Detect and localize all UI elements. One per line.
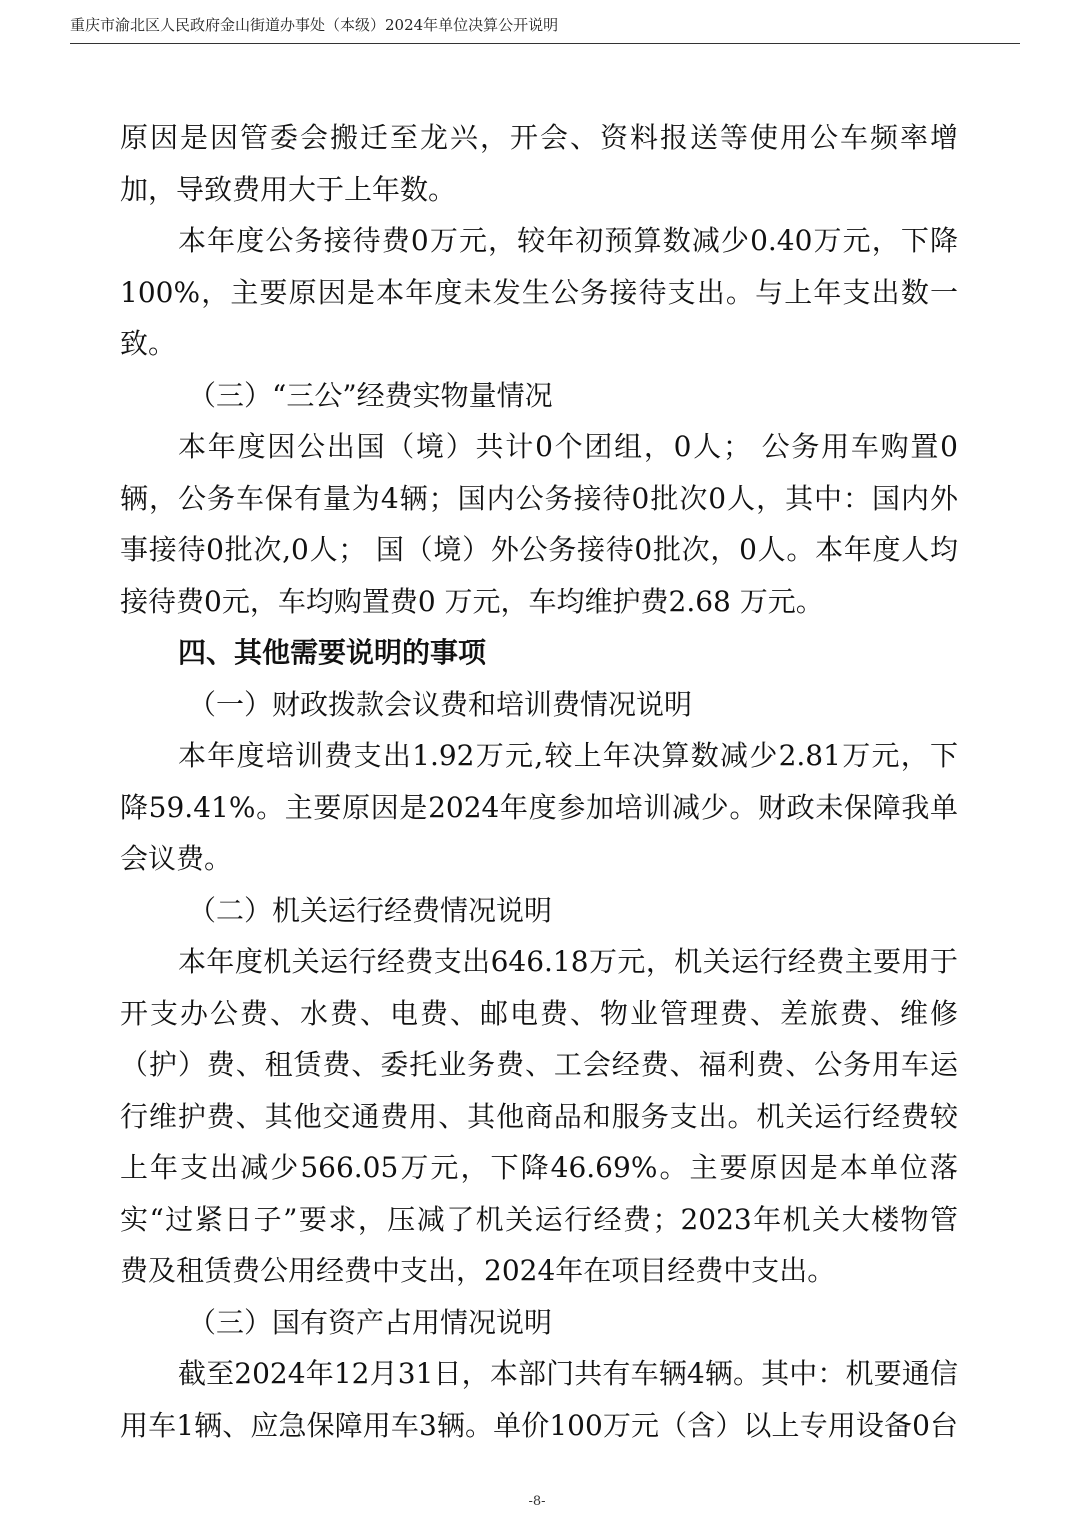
section-heading-3: （二）机关运行经费情况说明 bbox=[188, 893, 553, 927]
paragraph-line: 本年度机关运行经费支出646.18万元，机关运行经费主要用于 bbox=[178, 945, 958, 978]
paragraph-line: 开支办公费、水费、电费、邮电费、物业管理费、差旅费、维修 bbox=[120, 996, 958, 1030]
paragraph-line: 本年度因公出国（境）共计0个团组，0人； 公务用车购置0 bbox=[178, 430, 958, 463]
paragraph-line: （护）费、租赁费、委托业务费、工会经费、福利费、公务用车运 bbox=[120, 1048, 958, 1081]
section-heading-3: （一）财政拨款会议费和培训费情况说明 bbox=[188, 687, 693, 721]
paragraph-line: 辆，公务车保有量为4辆；国内公务接待0批次0人，其中：国内外 bbox=[120, 481, 958, 515]
paragraph-line: 加，导致费用大于上年数。 bbox=[120, 172, 457, 206]
paragraph-line: 致。 bbox=[120, 327, 177, 360]
paragraph-line: 行维护费、其他交通费用、其他商品和服务支出。机关运行经费较 bbox=[120, 1099, 958, 1133]
section-heading-3: （三）“三公”经费实物量情况 bbox=[188, 378, 553, 412]
paragraph-line: 原因是因管委会搬迁至龙兴，开会、资料报送等使用公车频率增 bbox=[120, 121, 958, 154]
paragraph-line: 用车1辆、应急保障用车3辆。单价100万元（含）以上专用设备0台 bbox=[120, 1408, 958, 1442]
paragraph-line: 降59.41%。主要原因是2024年度参加培训减少。财政未保障我单 bbox=[120, 790, 958, 824]
document-body bbox=[120, 112, 958, 1451]
paragraph-line: 事接待0批次,0人； 国（境）外公务接待0批次，0人。本年度人均 bbox=[120, 533, 958, 566]
section-heading-3: （三）国有资产占用情况说明 bbox=[188, 1305, 553, 1339]
header-divider bbox=[70, 43, 1020, 44]
paragraph-line: 100%，主要原因是本年度未发生公务接待支出。与上年支出数一 bbox=[120, 275, 958, 309]
paragraph-line: 截至2024年12月31日，本部门共有车辆4辆。其中：机要通信 bbox=[178, 1357, 958, 1390]
paragraph-line: 实“过紧日子”要求，压减了机关运行经费；2023年机关大楼物管 bbox=[120, 1202, 958, 1236]
paragraph-line: 本年度公务接待费0万元，较年初预算数减少0.40万元，下降 bbox=[178, 224, 958, 257]
paragraph-line: 本年度培训费支出1.92万元,较上年决算数减少2.81万元，下 bbox=[178, 739, 958, 772]
paragraph-line: 接待费0元，车均购置费0 万元，车均维护费2.68 万元。 bbox=[120, 584, 824, 618]
paragraph-line: 费及租赁费公用经费中支出，2024年在项目经费中支出。 bbox=[120, 1254, 836, 1287]
paragraph-line: 上年支出减少566.05万元，下降46.69%。主要原因是本单位落 bbox=[120, 1151, 958, 1184]
page-number: -8- bbox=[528, 1494, 546, 1509]
page-header: 重庆市渝北区人民政府金山街道办事处（本级）2024年单位决算公开说明 bbox=[70, 16, 559, 34]
paragraph-line: 会议费。 bbox=[120, 842, 233, 875]
section-heading-2: 四、其他需要说明的事项 bbox=[178, 636, 487, 669]
